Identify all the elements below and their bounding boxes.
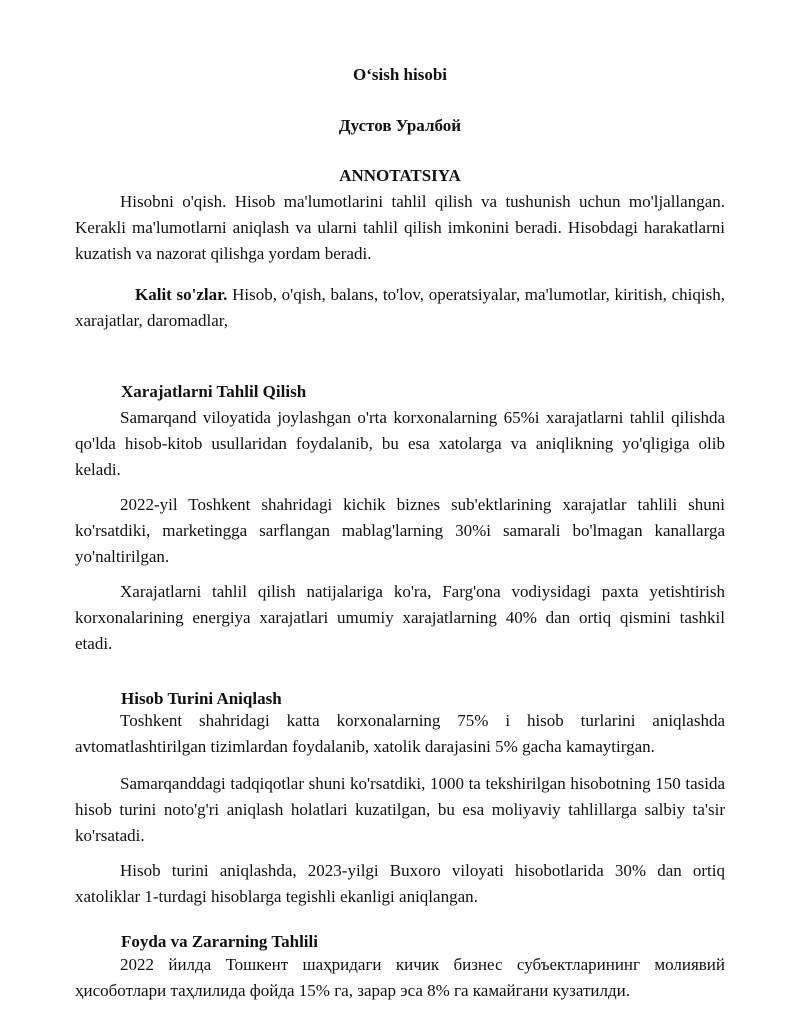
section-paragraph: Samarqand viloyatida joylashgan o'rta korxonalarning 65%i xarajatlarni tahlil qilishda qo'lda hisob-kitob usullaridan foydalanib, bu esa xatolarga va aniqlikning yo'qligiga olib keladi.	[75, 408, 725, 479]
section-paragraph: Samarqanddagi tadqiqotlar shuni ko'rsatdiki, 1000 ta tekshirilgan hisobotning 150 tasida hisob turini noto'g'ri aniqlash holatlari kuzatilgan, bu esa moliyaviy tahlillarga salbiy ta'sir ko'rsatadi.	[75, 774, 725, 845]
document-author: Дустов Уралбой	[338, 116, 462, 135]
section-heading: Foyda va Zararning Tahlili	[121, 932, 318, 951]
keywords-text: Hisob, o'qish, balans, to'lov, operatsiyalar, ma'lumotlar, kiritish, chiqish, xarajatlar, daromadlar,	[75, 285, 725, 330]
keywords-label: Kalit so'zlar.	[135, 285, 228, 304]
section-paragraph: 2022-yil Toshkent shahridagi kichik biznes sub'ektlarining xarajatlar tahlili shuni ko'rsatdiki, marketingga sarflangan mablag'larning 30%i samarali bo'lmagan kanallarga yo'naltirilgan.	[75, 495, 725, 566]
section-paragraph: Toshkent shahridagi katta korxonalarning 75% i hisob turlarini aniqlashda avtomatlashtirilgan tizimlardan foydalanib, xatolik darajasini 5% gacha kamaytirgan.	[75, 711, 725, 756]
annotation-heading: ANNOTATSIYA	[339, 166, 461, 185]
section-paragraph: 2022 йилда Тошкент шаҳридаги кичик бизнес субъектларининг молиявий ҳисоботлари таҳлилида фойда 15% га, зарар эса 8% га камайгани кузатилди.	[75, 955, 725, 1000]
section-heading: Xarajatlarni Tahlil Qilish	[121, 382, 307, 401]
keywords-paragraph	[75, 282, 725, 334]
annotation-paragraph: Hisobni o'qish. Hisob ma'lumotlarini tahlil qilish va tushunish uchun mo'ljallangan. Kerakli ma'lumotlarni aniqlash va ularni tahlil qilish imkonini beradi. Hisobdagi harakatlarni kuzatish va nazorat qilishga yordam beradi.	[75, 192, 725, 263]
document-title: O‘sish hisobi	[352, 65, 447, 84]
section-heading: Hisob Turini Aniqlash	[121, 689, 282, 708]
section-paragraph: Hisob turini aniqlashda, 2023-yilgi Buxoro viloyati hisobotlarida 30% dan ortiq xatoliklar 1-turdagi hisoblarga tegishli ekanligi aniqlangan.	[75, 861, 725, 906]
section-paragraph: Xarajatlarni tahlil qilish natijalariga ko'ra, Farg'ona vodiysidagi paxta yetishtirish korxonalarining energiya xarajatlari umumiy xarajatlarning 40% dan ortiq qismini tashkil etadi.	[75, 582, 725, 653]
